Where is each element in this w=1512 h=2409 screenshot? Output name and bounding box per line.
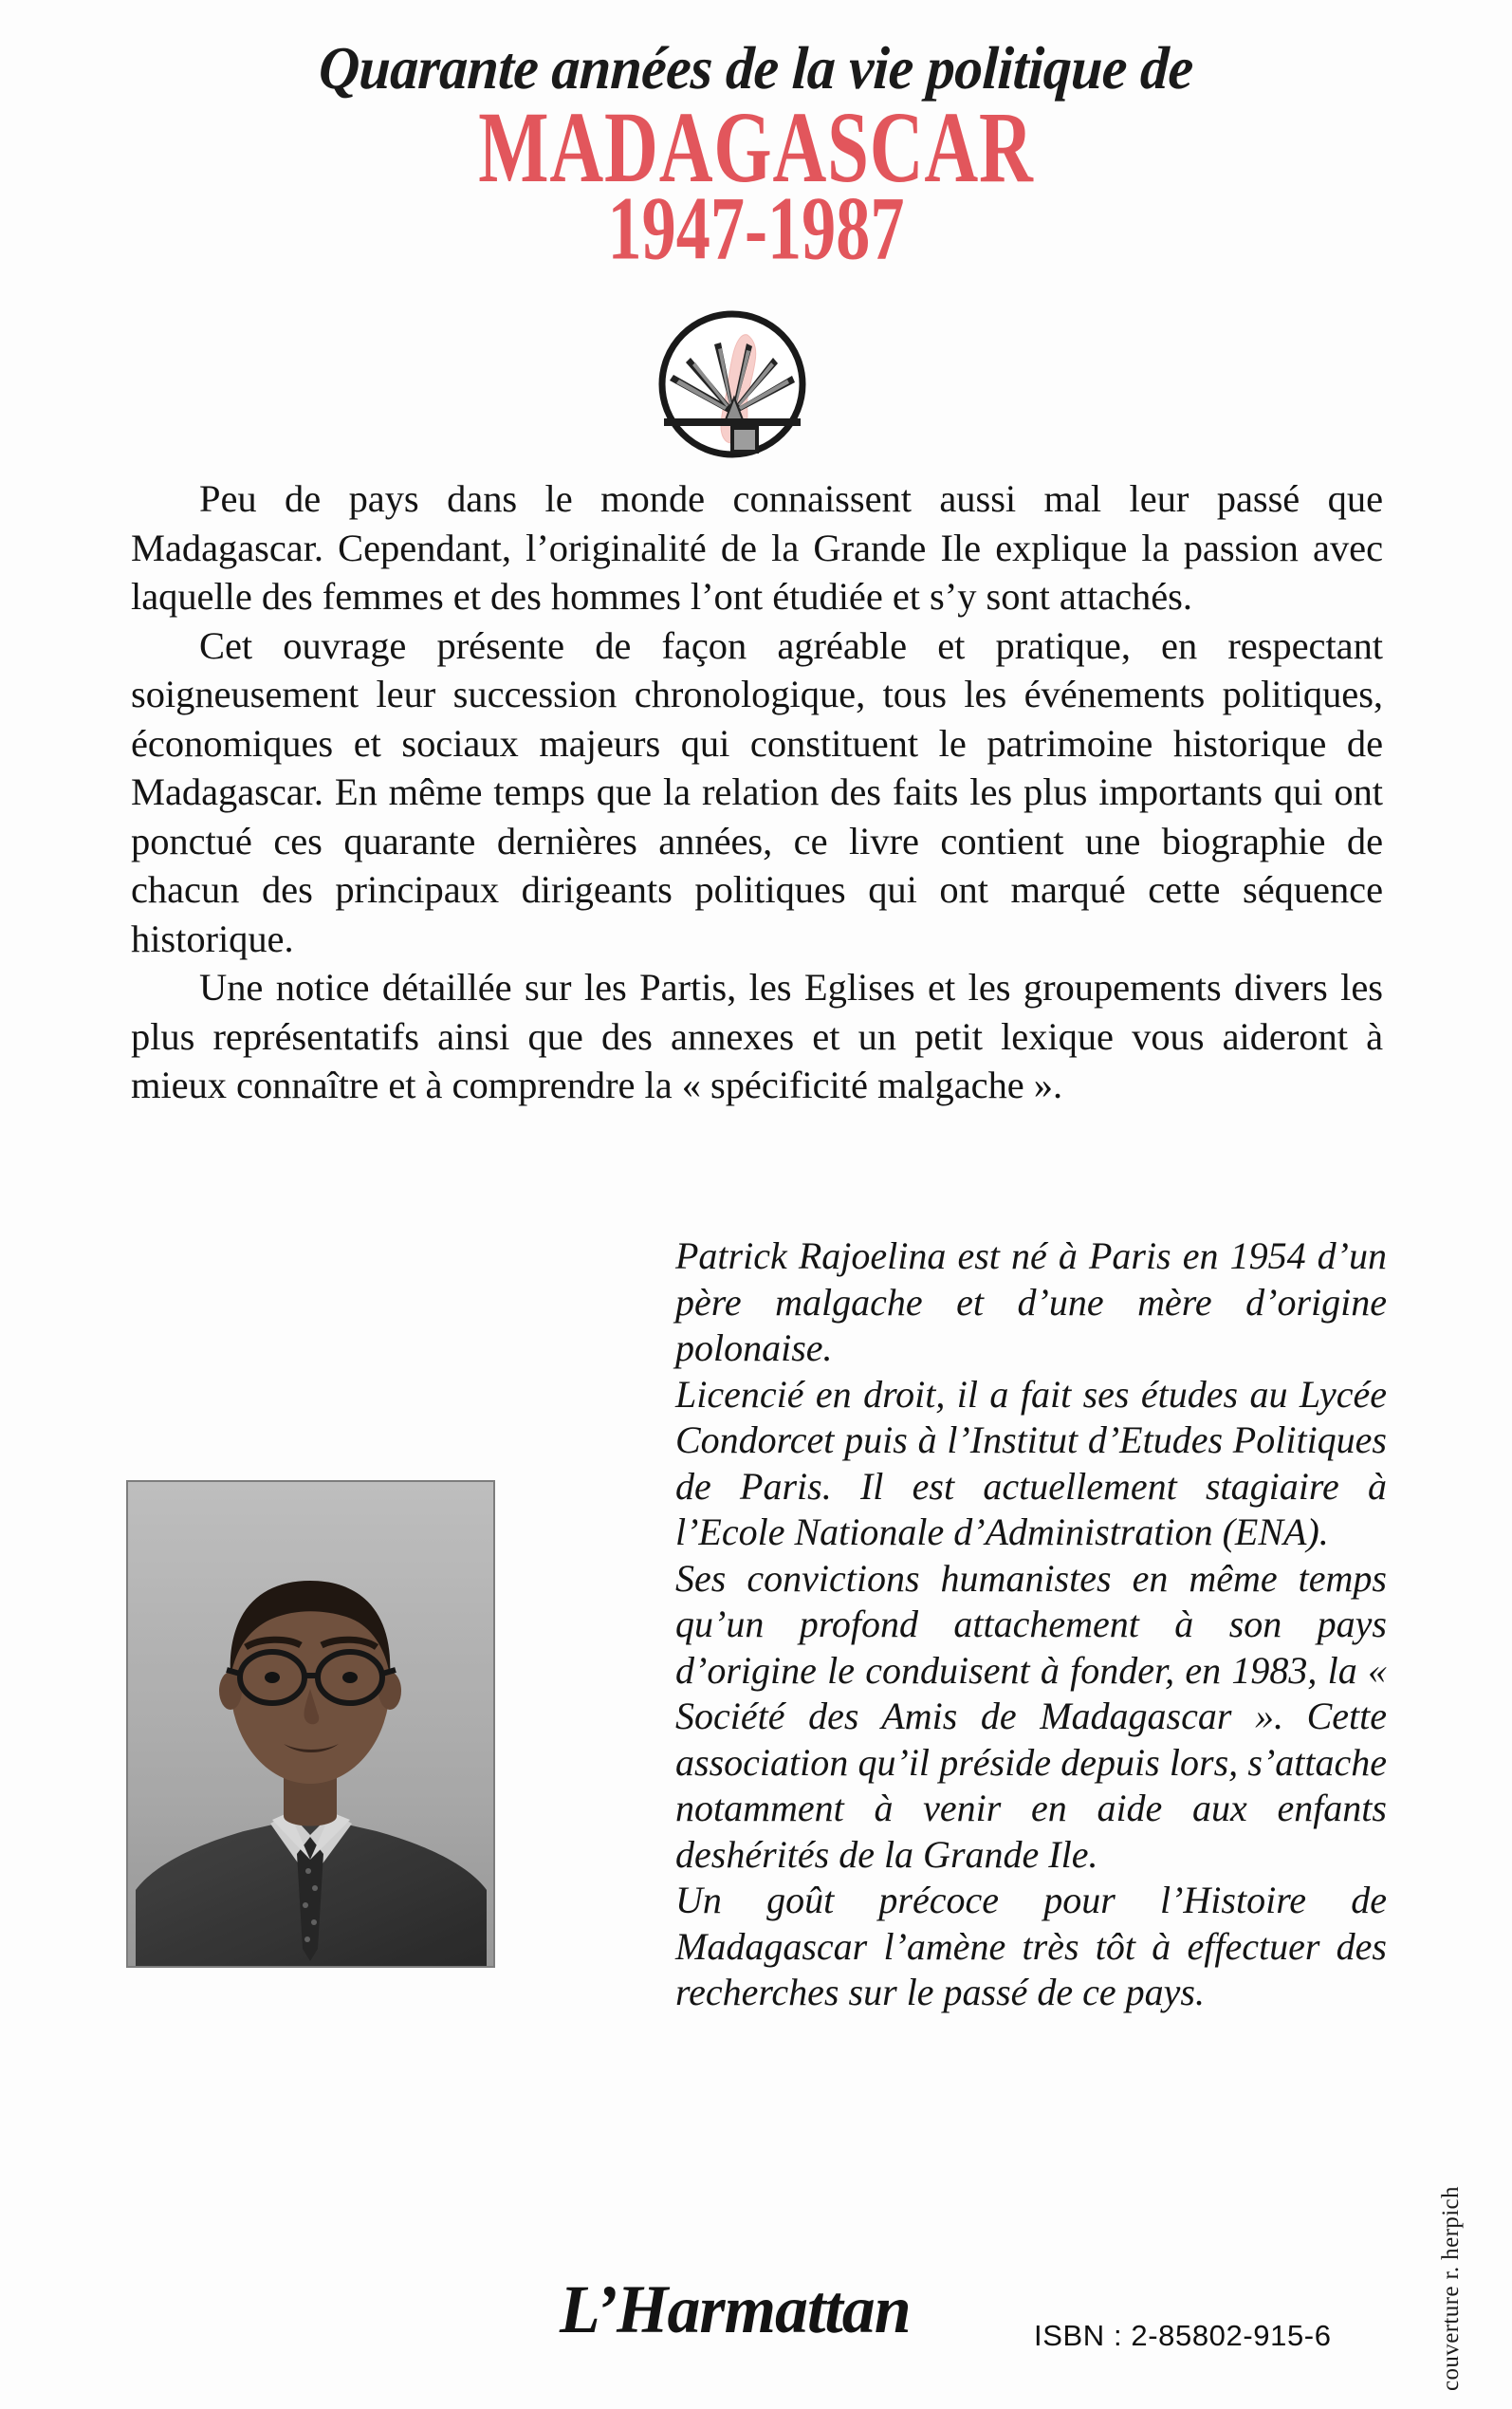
author-portrait-photo (126, 1480, 495, 1968)
cover-credit-text: couverture r. herpich (1438, 2186, 1464, 2391)
title-years: 1947-1987 (607, 178, 905, 280)
author-biography (675, 1233, 1387, 2016)
title-country: MADAGASCAR (478, 89, 1034, 204)
bio-paragraph: Licencié en droit, il a fait ses études au Lycée Condorcet puis à l’Institut d’Etudes Politiques de Paris. Il est actuellement stagiaire à l’Ecole Nationale d’Administration (ENA). (675, 1372, 1387, 1553)
blurb-paragraph: Peu de pays dans le monde connaissent aussi mal leur passé que Madagascar. Cependant, l’originalité de la Grande Ile explique la passion avec laquelle des femmes et des hommes l’ont étudiée et s’y sont attachés. (131, 477, 1383, 618)
emblem-svg (656, 308, 808, 460)
back-cover-blurb (131, 474, 1383, 1110)
blurb-paragraph: Cet ouvrage présente de façon agréable et pratique, en respectant soigneusement leur succession chronologique, tous les événements politiques, économiques et sociaux majeurs qui constituent le patrimoine historique de Madagascar. En même temps que la relation des faits les plus importants qui ont ponctué ces quarante dernières années, ce livre contient une biographie de chacun des principaux dirigeants politiques qui ont marqué cette séquence historique. (131, 623, 1383, 960)
isbn-text: ISBN : 2-85802-915-6 (1034, 2319, 1332, 2352)
bio-paragraph: Patrick Rajoelina est né à Paris en 1954 d’un père malgache et d’une mère d’origine polonaise. (675, 1234, 1387, 1369)
blurb-paragraph: Une notice détaillée sur les Partis, les Eglises et les groupements divers les plus représentatifs ainsi que des annexes et un petit lexique vous aideront à mieux connaître et à comprendre la « spécificité malgache ». (131, 966, 1383, 1106)
publisher-emblem-icon (656, 308, 808, 460)
title-subtitle-script: Quarante années de la vie politique de (317, 34, 1195, 102)
publisher-name: L’Harmattan (560, 2271, 911, 2347)
bio-paragraph: Un goût précoce pour l’Histoire de Madagascar l’amène très tôt à effectuer des recherches sur le passé de ce pays. (675, 1879, 1387, 2013)
portrait-svg (128, 1482, 493, 1966)
title-block (0, 34, 1512, 280)
bio-paragraph: Ses convictions humanistes en même temps qu’un profond attachement à son pays d’origine le conduisent à fonder, en 1983, la « Société des Amis de Madagascar ». Cette association qu’il préside depuis lors, s’attache notamment à venir en aide aux enfants deshérités de la Grande Ile. (675, 1556, 1387, 1876)
